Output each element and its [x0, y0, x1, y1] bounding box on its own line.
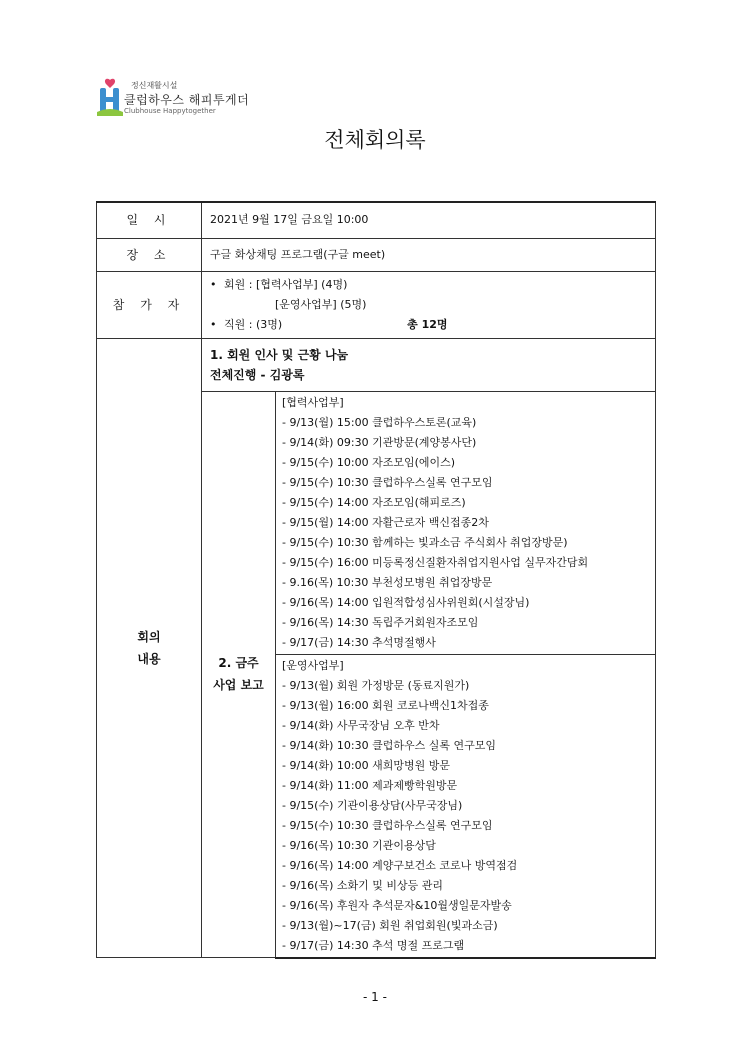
- minutes-table: [96, 201, 656, 959]
- attendees-row: [97, 271, 656, 338]
- coop-list: [276, 391, 656, 654]
- attendees-total: 총 12명: [407, 317, 448, 331]
- list-item: - 9/16(목) 14:00 입원적합성심사위원회(시설장님): [282, 595, 530, 609]
- logo-english-name: Clubhouse Happytogether: [124, 107, 216, 115]
- section2-label: 2. 금주 사업 보고: [202, 391, 276, 958]
- date-row: [97, 202, 656, 238]
- clubhouse-logo-icon: [97, 78, 123, 116]
- section1-row: [97, 338, 656, 391]
- coop-header: [협력사업부]: [282, 395, 344, 409]
- place-row: [97, 238, 656, 271]
- attendees-value: [202, 271, 656, 338]
- place-value: 구글 화상채팅 프로그램(구글 meet): [202, 238, 656, 271]
- list-item: - 9/15(수) 16:00 미등록정신질환자취업지원사업 실무자간담회: [282, 555, 589, 569]
- section1-host: 전체진행 - 김광록: [210, 367, 305, 382]
- list-item: - 9/15(수) 10:30 함께하는 빛과소금 주식회사 취업장방문): [282, 535, 568, 549]
- page-number: - 1 -: [363, 990, 387, 1004]
- ops-list: [276, 654, 656, 958]
- member-line-2: [운영사업부] (5명): [275, 297, 367, 311]
- list-item: - 9/15(수) 10:30 클럽하우스실록 연구모임: [282, 818, 493, 832]
- list-item: - 9/16(목) 14:00 계양구보건소 코로나 방역점검: [282, 858, 518, 872]
- list-item: - 9/15(수) 10:00 자조모임(에이스): [282, 455, 456, 469]
- list-item: - 9/14(화) 사무국장님 오후 반차: [282, 718, 440, 732]
- date-label: 일 시: [97, 202, 202, 238]
- section1-title: 1. 회원 인사 및 근황 나눔: [210, 347, 349, 362]
- list-item: - 9/17(금) 14:30 추석명절행사: [282, 635, 436, 649]
- list-item: - 9/15(월) 14:00 자활근로자 백신접종2차: [282, 515, 489, 529]
- list-item: - 9/16(목) 14:30 독립주거회원자조모임: [282, 615, 479, 629]
- document-title: 전체회의록: [324, 128, 426, 152]
- attendees-label: 참 가 자: [97, 271, 202, 338]
- list-item: - 9/13(월)~17(금) 회원 취업회원(빛과소금): [282, 918, 498, 932]
- member-line-1: • 회원 : [협력사업부] (4명): [210, 275, 655, 295]
- list-item: - 9/14(화) 10:00 새희망병원 방문: [282, 758, 450, 772]
- ops-header: [운영사업부]: [282, 658, 344, 672]
- bullet-icon: •: [210, 277, 217, 291]
- list-item: - 9/16(목) 10:30 기관이용상담: [282, 838, 436, 852]
- staff-line: • 직원 : (3명) 총 12명: [210, 315, 655, 335]
- list-item: - 9/14(화) 10:30 클럽하우스 실록 연구모임: [282, 738, 496, 752]
- list-item: - 9/14(화) 11:00 제과제빵학원방문: [282, 778, 458, 792]
- list-item: - 9/17(금) 14:30 추석 명절 프로그램: [282, 938, 465, 952]
- list-item: - 9/13(월) 16:00 회원 코로나백신1차접종: [282, 698, 489, 712]
- list-item: - 9/15(수) 14:00 자조모임(해피로즈): [282, 495, 466, 509]
- place-label: 장 소: [97, 238, 202, 271]
- section1-cell: [202, 338, 656, 391]
- list-item: - 9/13(월) 15:00 클럽하우스토론(교육): [282, 415, 477, 429]
- list-item: - 9/13(월) 회원 가정방문 (동료지원가): [282, 678, 470, 692]
- date-value: 2021년 9월 17일 금요일 10:00: [202, 202, 656, 238]
- logo: [97, 78, 277, 118]
- list-item: - 9/16(목) 후원자 추석문자&10월생일문자발송: [282, 898, 512, 912]
- logo-subtitle: 정신재활시설: [131, 81, 178, 90]
- list-item: - 9/15(수) 기관이용상담(사무국장님): [282, 798, 463, 812]
- meeting-content-label: 회의 내용: [97, 338, 202, 958]
- logo-name: 클럽하우스 해피투게더: [124, 93, 250, 107]
- list-item: - 9.16(목) 10:30 부천성모병원 취업장방문: [282, 575, 493, 589]
- list-item: - 9/16(목) 소화기 및 비상등 관리: [282, 878, 443, 892]
- list-item: - 9/15(수) 10:30 클럽하우스실록 연구모임: [282, 475, 493, 489]
- list-item: - 9/14(화) 09:30 기관방문(계양봉사단): [282, 435, 477, 449]
- bullet-icon: •: [210, 317, 217, 331]
